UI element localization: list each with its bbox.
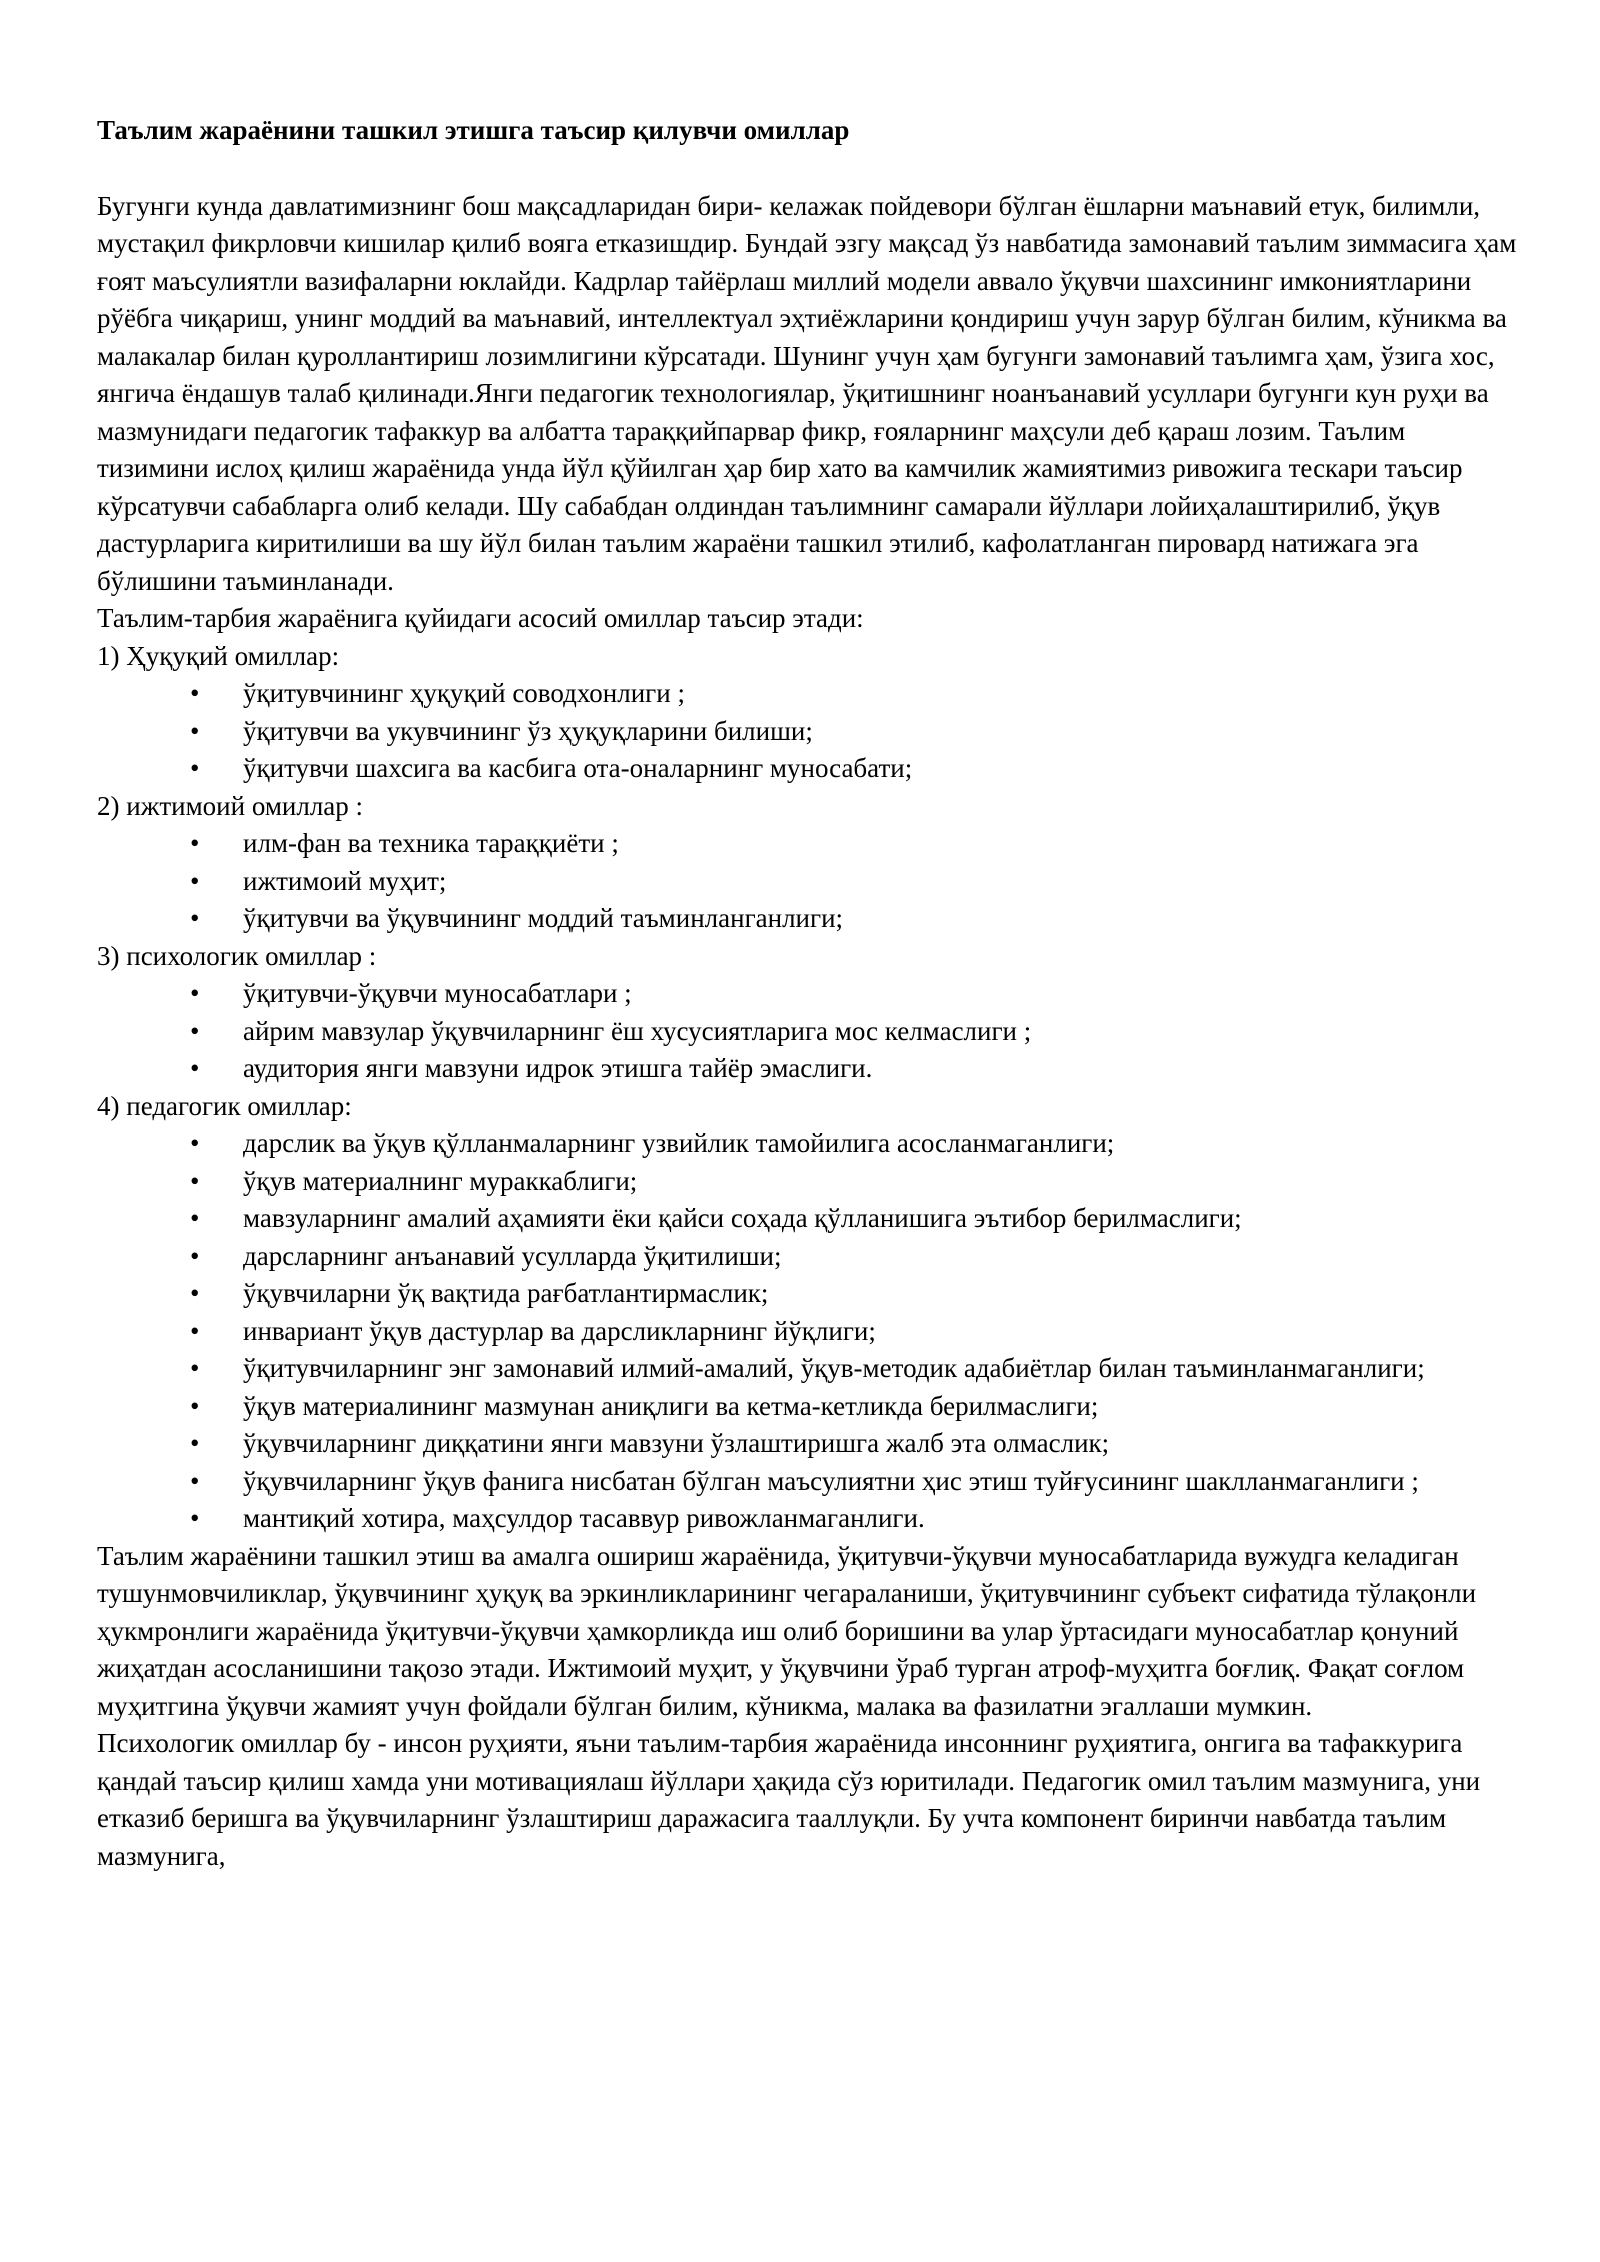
intro-paragraph: Бугунги кунда давлатимизнинг бош мақсадларидан бири- келажак пойдевори бўлган ёшларни маънавий етук, билимли, мустақил фикрловчи кишилар қилиб вояга етказишдир. Бундай эзгу мақсад ўз навбатида замонавий таълим зиммасига ҳам ғоят маъсулиятли вазифаларни юклайди. Кадрлар тайёрлаш миллий модели аввало ўқувчи шахсининг имкониятларини рўёбга чиқариш, унинг моддий ва маънавий, интеллектуал эҳтиёжларини қондириш учун зарур бўлган билим, кўникма ва малакалар билан қуроллантириш лозимлигини кўрсатади. Шунинг учун ҳам бугунги замонавий таълимга ҳам, ўзига хос, янгича ёндашув талаб қилинади.Янги педагогик технологиялар, ўқитишнинг ноанъанавий усуллари бугунги кун руҳи ва мазмунидаги педагогик тафаккур ва албатта тараққийпарвар фикр, ғояларнинг маҳсули деб қараш лозим. Таълим тизимини ислоҳ қилиш жараёнида унда йўл қўйилган ҳар бир хато ва камчилик жамиятимиз ривожига тескари таъсир кўрсатувчи сабабларга олиб келади. Шу сабабдан олдиндан таълимнинг самарали йўллари лойиҳалаштирилиб, ўқув дастурларига киритилиши ва шу йўл билан таълим жараёни ташкил этилиб, кафолатланган пировард натижага эга бўлишини таъминланади. bbox=[97, 190, 1517, 596]
bullet-list bbox=[97, 1125, 1517, 1538]
list-item: • дарсларнинг анъанавий усулларда ўқитилиши; bbox=[97, 1238, 1517, 1276]
list-item: • ўқувчиларнинг ўқув фанига нисбатан бўлган маъсулиятни ҳис этиш туйғусининг шаклланмаганлиги ; bbox=[97, 1463, 1517, 1501]
section-heading: 3) психологик омиллар : bbox=[97, 940, 377, 971]
list-item: • айрим мавзулар ўқувчиларнинг ёш хусусиятларига мос келмаслиги ; bbox=[97, 1013, 1517, 1051]
list-item: • мавзуларнинг амалий аҳамияти ёки қайси соҳада қўлланишига эътибор берилмаслиги; bbox=[97, 1200, 1517, 1238]
list-item: • ижтимоий муҳит; bbox=[97, 863, 1517, 901]
section-heading: 2) ижтимоий омиллар : bbox=[97, 790, 364, 821]
document-body bbox=[97, 112, 1517, 1875]
document-title: Таълим жараёнини ташкил этишга таъсир қилувчи омиллар bbox=[97, 115, 850, 145]
list-item: • ўқитувчи ва укувчининг ўз ҳуқуқларини билиши; bbox=[97, 713, 1517, 751]
list-item: • ўқитувчи-ўқувчи муносабатлари ; bbox=[97, 975, 1517, 1013]
body-paragraph: Психологик омиллар бу - инсон руҳияти, яъни таълим-тарбия жараёнида инсоннинг руҳиятига, онгига ва тафаккурига қандай таъсир қилиш хамда уни мотивациялаш йўллари ҳақида сўз юритилади. Педагогик омил таълим мазмунига, уни етказиб беришга ва ўқувчиларнинг ўзлаштириш даражасига тааллуқли. Бу учта компонент биринчи навбатда таълим мазмунига, bbox=[97, 1728, 1481, 1871]
list-item: • ўқувчиларнинг диққатини янги мавзуни ўзлаштиришга жалб эта олмаслик; bbox=[97, 1425, 1517, 1463]
section-pedagogical bbox=[97, 1088, 1517, 1538]
list-item: • ўқувчиларни ўқ вақтида рағбатлантирмаслик; bbox=[97, 1275, 1517, 1313]
bullet-list bbox=[97, 675, 1517, 788]
lead-sentence: Таълим-тарбия жараёнига қуйидаги асосий омиллар таъсир этади: bbox=[97, 603, 864, 633]
list-item: • аудитория янги мавзуни идрок этишга тайёр эмаслиги. bbox=[97, 1050, 1517, 1088]
list-item: • ўқитувчининг ҳуқуқий соводхонлиги ; bbox=[97, 675, 1517, 713]
list-item: • ўқитувчи шахсига ва касбига ота-оналарнинг муносабати; bbox=[97, 750, 1517, 788]
list-item: • ўқув материалининг мазмунан аниқлиги ва кетма-кетликда берилмаслиги; bbox=[97, 1388, 1517, 1426]
body-paragraph: Таълим жараёнини ташкил этиш ва амалга ошириш жараёнида, ўқитувчи-ўқувчи муносабатларида вужудга келадиган тушунмовчиликлар, ўқувчининг ҳуқуқ ва эркинликларининг чегараланиши, ўқитувчининг субъект сифатида тўлақонли ҳукмронлиги жараёнида ўқитувчи-ўқувчи ҳамкорликда иш олиб боришини ва улар ўртасидаги муносабатлар қонуний жиҳатдан асосланишини тақозо этади. Ижтимоий муҳит, у ўқувчини ўраб турган атроф-муҳитга боғлиқ. Фақат соғлом муҳитгина ўқувчи жамият учун фойдали бўлган билим, кўникма, малака ва фазилатни эгаллаши мумкин. bbox=[97, 1540, 1477, 1721]
bullet-list bbox=[97, 825, 1517, 938]
list-item: • мантиқий хотира, маҳсулдор тасаввур ривожланмаганлиги. bbox=[97, 1500, 1517, 1538]
list-item: • ўқув материалнинг мураккаблиги; bbox=[97, 1163, 1517, 1201]
spacer bbox=[97, 150, 1517, 188]
list-item: • инвариант ўқув дастурлар ва дарсликларнинг йўқлиги; bbox=[97, 1313, 1517, 1351]
bullet-list bbox=[97, 975, 1517, 1088]
list-item: • дарслик ва ўқув қўлланмаларнинг узвийлик тамойилига асосланмаганлиги; bbox=[97, 1125, 1517, 1163]
section-legal bbox=[97, 638, 1517, 788]
list-item: • ўқитувчи ва ўқувчининг моддий таъминланганлиги; bbox=[97, 900, 1517, 938]
section-psychological bbox=[97, 938, 1517, 1088]
section-heading: 4) педагогик омиллар: bbox=[97, 1090, 352, 1121]
list-item: • илм-фан ва техника тараққиёти ; bbox=[97, 825, 1517, 863]
list-item: • ўқитувчиларнинг энг замонавий илмий-амалий, ўқув-методик адабиётлар билан таъминланмаганлиги; bbox=[97, 1350, 1517, 1388]
section-social bbox=[97, 788, 1517, 938]
section-heading: 1) Ҳуқуқий омиллар: bbox=[97, 640, 340, 671]
